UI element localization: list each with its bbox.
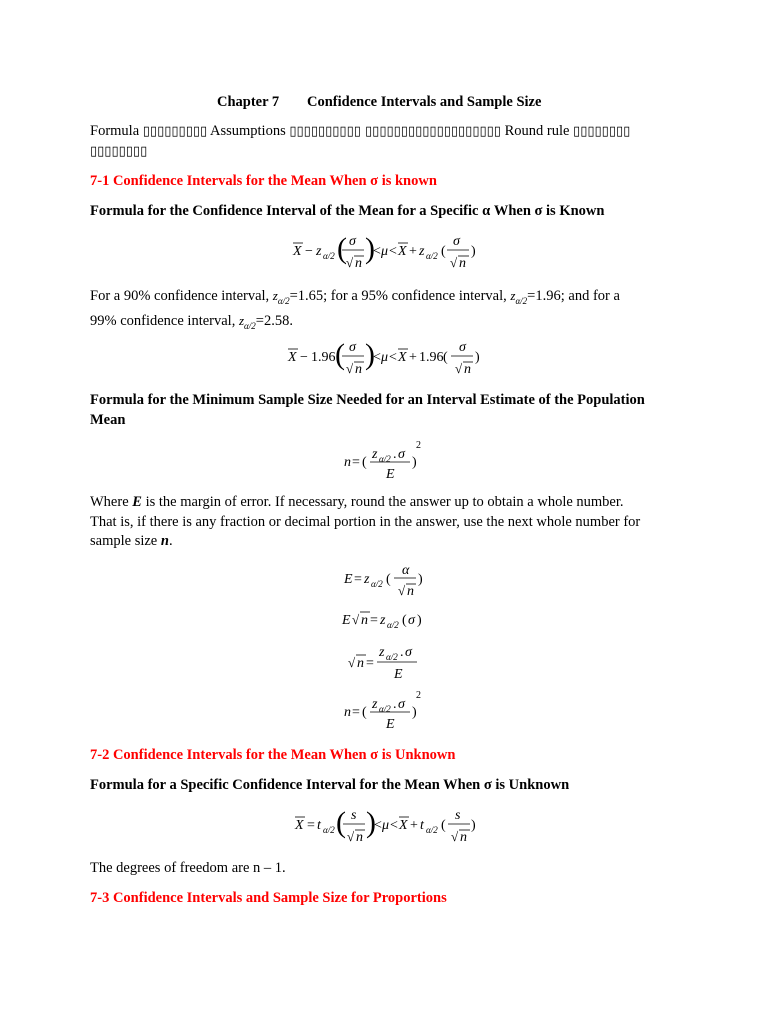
svg-text:): ) [475, 350, 480, 365]
svg-text:−: − [305, 244, 313, 259]
z-subscript: α/2 [244, 321, 256, 332]
svg-text:1.96: 1.96 [419, 350, 444, 365]
svg-text:σ: σ [398, 697, 405, 712]
derivation-step-3 [346, 640, 436, 684]
svg-text:=: = [352, 455, 360, 470]
svg-text:α/2: α/2 [323, 251, 335, 261]
svg-text:z: z [364, 572, 370, 587]
line2-boxes: ▯▯▯▯▯▯▯▯ [90, 143, 148, 159]
svg-text:t: t [317, 818, 321, 833]
svg-text:√: √ [450, 255, 458, 270]
svg-text:σ: σ [453, 234, 460, 249]
svg-text:n: n [355, 362, 362, 377]
svg-text:t: t [420, 818, 424, 833]
svg-text:+: + [410, 818, 418, 833]
svg-text:.: . [393, 697, 397, 712]
svg-text:E: E [386, 717, 395, 732]
svg-text:n: n [356, 830, 363, 845]
svg-text:): ) [418, 572, 423, 587]
svg-text:.: . [400, 645, 404, 660]
svg-text:(: ( [337, 232, 347, 265]
svg-text:n: n [459, 256, 466, 271]
svg-text:σ: σ [349, 234, 356, 249]
ci-formula-t [293, 804, 483, 848]
svg-text:α/2: α/2 [386, 652, 398, 662]
svg-text:E: E [344, 572, 353, 587]
svg-text:): ) [365, 338, 375, 371]
svg-text:X: X [398, 350, 407, 365]
formula-boxes: ▯▯▯▯▯▯▯▯▯ [142, 124, 208, 139]
round-rule-label: Round rule [504, 123, 570, 139]
svg-text:z: z [419, 244, 425, 259]
svg-text:X: X [399, 818, 408, 833]
z-values-paragraph [90, 286, 680, 337]
svg-text:2: 2 [416, 690, 421, 701]
svg-text:n: n [460, 830, 467, 845]
svg-text:√: √ [347, 829, 355, 844]
svg-text:): ) [417, 613, 422, 628]
svg-text:√: √ [455, 361, 463, 376]
where-text-1c: is the margin of error. If necessary, round the answer up to obtain a whole number. [141, 494, 624, 510]
svg-text:+: + [409, 244, 417, 259]
svg-text:X: X [288, 350, 297, 365]
svg-text:(: ( [362, 705, 367, 720]
where-E-symbol: E [132, 494, 142, 510]
section-7-2-heading: 7-2 Confidence Intervals for the Mean When σ is Unknown [90, 747, 456, 763]
svg-text:X: X [293, 244, 302, 259]
svg-text:z: z [372, 697, 378, 712]
svg-text:): ) [365, 232, 375, 265]
assumptions-label: Assumptions [209, 123, 286, 139]
svg-text:E: E [394, 667, 403, 682]
svg-text:(: ( [335, 338, 345, 371]
svg-text:n: n [407, 584, 414, 599]
svg-text:α/2: α/2 [426, 825, 438, 835]
sample-size-formula [342, 438, 442, 484]
svg-text:2: 2 [416, 440, 421, 451]
svg-text:1.96: 1.96 [311, 350, 336, 365]
derivation-step-2 [340, 606, 435, 632]
z-text-e: . [289, 313, 293, 330]
z-symbol: z [238, 313, 245, 329]
svg-text:<: < [373, 350, 381, 365]
svg-text:μ: μ [382, 818, 390, 833]
svg-text:α/2: α/2 [379, 454, 391, 464]
svg-text:−: − [300, 350, 308, 365]
z-text-d: 99% confidence interval, [90, 313, 239, 330]
section-7-1-heading: 7-1 Confidence Intervals for the Mean When σ is known [90, 173, 437, 189]
svg-text:=: = [366, 656, 374, 671]
svg-text:E: E [386, 467, 395, 482]
svg-text:n: n [355, 256, 362, 271]
svg-text:=: = [352, 705, 360, 720]
degrees-of-freedom-text: The degrees of freedom are n – 1. [90, 860, 286, 876]
svg-text:n: n [344, 455, 351, 470]
z-subscript: α/2 [277, 295, 290, 306]
svg-text:<: < [390, 818, 398, 833]
derivation-step-1 [342, 560, 432, 602]
ci-formula-z [285, 230, 485, 274]
svg-text:): ) [471, 818, 476, 833]
svg-text:): ) [412, 705, 417, 720]
svg-text:E: E [342, 613, 351, 628]
assumptions-boxes: ▯▯▯▯▯▯▯▯▯▯ ▯▯▯▯▯▯▯▯▯▯▯▯▯▯▯▯▯▯▯ [289, 124, 501, 139]
z-symbol: z [510, 288, 516, 303]
where-text-2: That is, if there is any fraction or decimal portion in the answer, use the next whole number for [90, 513, 641, 530]
svg-text:σ: σ [398, 447, 405, 462]
svg-text:(: ( [386, 572, 391, 587]
svg-text:n: n [344, 705, 351, 720]
svg-text:z: z [379, 645, 385, 660]
svg-text:σ: σ [408, 613, 415, 628]
svg-text:+: + [409, 350, 417, 365]
svg-text:√: √ [348, 655, 356, 670]
svg-text:X: X [398, 244, 407, 259]
derivation-step-4 [342, 688, 442, 734]
z-subscript: α/2 [515, 295, 528, 306]
svg-text:σ: σ [405, 645, 412, 660]
svg-text:α/2: α/2 [379, 704, 391, 714]
svg-text:<: < [373, 244, 381, 259]
svg-text:<: < [389, 244, 397, 259]
svg-text:s: s [351, 808, 357, 823]
svg-text:(: ( [441, 244, 446, 259]
where-text-3c: . [168, 533, 173, 549]
svg-text:<: < [389, 350, 397, 365]
sample-size-heading [90, 391, 680, 430]
svg-text:α/2: α/2 [323, 825, 335, 835]
svg-text:n: n [357, 656, 364, 671]
svg-text:): ) [366, 806, 376, 839]
z-text-c: ; and for a [560, 288, 620, 304]
svg-text:): ) [412, 455, 417, 470]
svg-text:(: ( [336, 806, 346, 839]
z-text-a: For a 90% confidence interval, [90, 288, 273, 304]
round-rule-boxes: ▯▯▯▯▯▯▯▯ [573, 124, 631, 139]
svg-text:μ: μ [381, 244, 389, 259]
svg-text:(: ( [443, 350, 448, 365]
svg-text:=: = [370, 613, 378, 628]
where-text-3a: sample size [90, 533, 161, 549]
svg-text:μ: μ [381, 350, 389, 365]
section-7-2-subheading: Formula for a Specific Confidence Interval for the Mean When σ is Unknown [90, 777, 570, 793]
svg-text:.: . [393, 447, 397, 462]
svg-text:): ) [471, 244, 476, 259]
z-value-196: =1.96 [527, 288, 561, 304]
svg-text:α/2: α/2 [387, 620, 399, 630]
z-text-b: ; for a 95% confidence interval, [323, 288, 511, 304]
svg-text:√: √ [451, 829, 459, 844]
svg-text:=: = [354, 572, 362, 587]
z-value-165: =1.65 [289, 288, 324, 304]
svg-text:(: ( [441, 818, 446, 833]
svg-text:√: √ [398, 583, 406, 598]
section-7-1-subheading: Formula for the Confidence Interval of the Mean for a Specific α When σ is Known [90, 203, 605, 219]
ci-formula-196 [283, 336, 488, 380]
sample-size-heading-line1: Formula for the Minimum Sample Size Needed for an Interval Estimate of the Population [90, 392, 645, 408]
svg-text:α/2: α/2 [371, 579, 383, 589]
z-value-258: =2.58 [255, 313, 290, 330]
z-symbol: z [272, 288, 278, 303]
svg-text:n: n [361, 613, 368, 628]
svg-text:√: √ [346, 255, 354, 270]
svg-text:α/2: α/2 [426, 251, 438, 261]
where-text-1a: Where [90, 494, 133, 510]
summary-line [90, 122, 680, 161]
chapter-label: Chapter 7 [217, 94, 280, 110]
svg-text:z: z [372, 447, 378, 462]
sample-size-heading-line2: Mean [90, 411, 126, 428]
svg-text:<: < [374, 818, 382, 833]
chapter-title: Confidence Intervals and Sample Size [307, 94, 542, 110]
svg-text:z: z [380, 613, 386, 628]
where-paragraph [90, 493, 680, 552]
svg-text:(: ( [362, 455, 367, 470]
svg-text:s: s [455, 808, 461, 823]
svg-text:σ: σ [459, 340, 466, 355]
svg-text:X: X [295, 818, 304, 833]
where-n-symbol: n [160, 533, 169, 549]
svg-text:σ: σ [349, 340, 356, 355]
svg-text:√: √ [346, 361, 354, 376]
svg-text:=: = [307, 818, 315, 833]
svg-text:n: n [464, 362, 471, 377]
svg-text:√: √ [352, 612, 360, 627]
svg-text:z: z [316, 244, 322, 259]
svg-text:α: α [402, 563, 410, 578]
formula-label: Formula [90, 123, 140, 139]
section-7-3-heading: 7-3 Confidence Intervals and Sample Size for Proportions [90, 890, 447, 906]
svg-text:(: ( [402, 613, 407, 628]
